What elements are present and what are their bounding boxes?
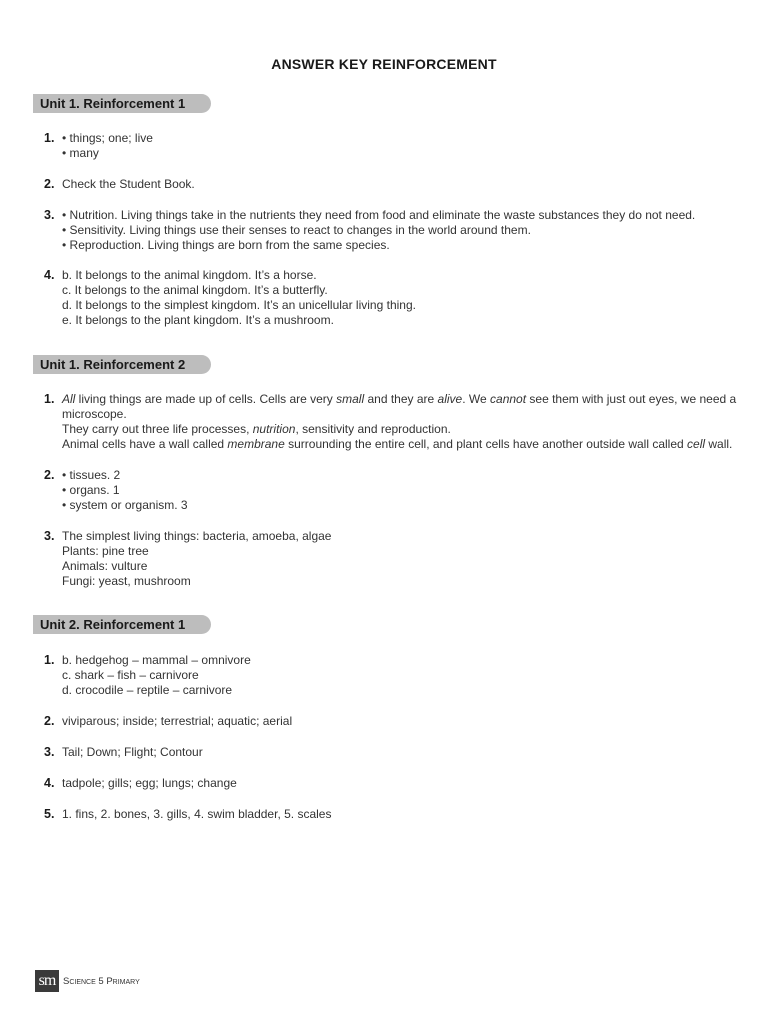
answer-lines xyxy=(62,529,738,589)
text-segment: They carry out three life processes, xyxy=(62,422,253,436)
text-segment: surrounding the entire cell, and plant cells have another outside wall called xyxy=(284,437,688,451)
answer-line: • many xyxy=(62,146,99,160)
answer-line: tadpole; gills; egg; lungs; change xyxy=(62,776,237,790)
answer-number: 2. xyxy=(44,177,55,191)
text-segment: see them with just out eyes, we need a microscope. xyxy=(62,392,737,421)
section-heading-unit1-r1: Unit 1. Reinforcement 1 xyxy=(33,94,211,113)
footer-text: Science 5 Primary xyxy=(63,975,140,987)
answer-lines xyxy=(62,268,738,328)
answer-line: viviparous; inside; terrestrial; aquatic; aerial xyxy=(62,714,293,728)
answer-lines xyxy=(62,776,738,791)
section-heading-unit1-r2: Unit 1. Reinforcement 2 xyxy=(33,355,211,374)
answer-number: 5. xyxy=(44,807,55,821)
answer-line: • tissues. 2 xyxy=(62,468,121,482)
answer-number: 3. xyxy=(44,745,55,759)
answer-lines xyxy=(62,208,738,253)
answer-line: Plants: pine tree xyxy=(62,544,149,558)
text-segment: Animal cells have a wall called xyxy=(62,437,228,451)
answer-line: Animals: vulture xyxy=(62,559,148,573)
answer-line: • things; one; live xyxy=(62,131,153,145)
answer-number: 1. xyxy=(44,131,55,145)
answer-line xyxy=(62,422,738,437)
answer-line: • Sensitivity. Living things use their senses to react to changes in the world around them. xyxy=(62,223,531,237)
answer-line: e. It belongs to the plant kingdom. It’s a mushroom. xyxy=(62,313,334,327)
sm-logo: sm xyxy=(35,970,59,992)
answer-line: 1. fins, 2. bones, 3. gills, 4. swim bladder, 5. scales xyxy=(62,807,332,821)
answer-number: 1. xyxy=(44,392,55,406)
answer-paragraph xyxy=(62,392,738,422)
text-segment: living things are made up of cells. Cells are very xyxy=(75,392,337,406)
answer-lines xyxy=(62,745,738,760)
page-title: ANSWER KEY REINFORCEMENT xyxy=(271,56,497,72)
answer-line: c. It belongs to the animal kingdom. It’s a butterfly. xyxy=(62,283,328,297)
answer-lines xyxy=(62,392,738,452)
text-segment: wall. xyxy=(705,437,733,451)
text-segment: membrane xyxy=(227,437,285,451)
page-footer xyxy=(35,970,140,992)
answer-number: 3. xyxy=(44,529,55,543)
answer-line: • Nutrition. Living things take in the nutrients they need from food and eliminate the waste substances they do not need. xyxy=(62,208,696,222)
answer-line: c. shark – fish – carnivore xyxy=(62,668,199,682)
answer-lines xyxy=(62,468,738,513)
answer-line: b. hedgehog – mammal – omnivore xyxy=(62,653,251,667)
answer-line: d. It belongs to the simplest kingdom. It’s an unicellular living thing. xyxy=(62,298,416,312)
answer-line: Check the Student Book. xyxy=(62,177,195,191)
text-segment: and they are xyxy=(364,392,438,406)
answer-line: Fungi: yeast, mushroom xyxy=(62,574,191,588)
answer-line: Tail; Down; Flight; Contour xyxy=(62,745,203,759)
text-segment: All xyxy=(62,392,76,406)
answer-number: 2. xyxy=(44,468,55,482)
answer-line: • organs. 1 xyxy=(62,483,120,497)
answer-number: 4. xyxy=(44,268,55,282)
text-segment: nutrition xyxy=(252,422,296,436)
text-segment: , sensitivity and reproduction. xyxy=(295,422,451,436)
text-segment: cannot xyxy=(490,392,527,406)
answer-line: • Reproduction. Living things are born from the same species. xyxy=(62,238,390,252)
answer-line: • system or organism. 3 xyxy=(62,498,188,512)
answer-number: 3. xyxy=(44,208,55,222)
answer-number: 2. xyxy=(44,714,55,728)
answer-lines xyxy=(62,807,738,822)
answer-line xyxy=(62,437,738,452)
text-segment: small xyxy=(336,392,365,406)
answer-number: 4. xyxy=(44,776,55,790)
text-segment: . We xyxy=(462,392,491,406)
answer-lines xyxy=(62,714,738,729)
answer-lines xyxy=(62,131,738,161)
answer-number: 1. xyxy=(44,653,55,667)
section-heading-unit2-r1: Unit 2. Reinforcement 1 xyxy=(33,615,211,634)
text-segment: cell xyxy=(687,437,706,451)
answer-line: The simplest living things: bacteria, amoeba, algae xyxy=(62,529,332,543)
answer-lines xyxy=(62,177,738,192)
answer-lines xyxy=(62,653,738,698)
text-segment: alive xyxy=(437,392,463,406)
answer-line: b. It belongs to the animal kingdom. It’s a horse. xyxy=(62,268,317,282)
answer-line: d. crocodile – reptile – carnivore xyxy=(62,683,233,697)
